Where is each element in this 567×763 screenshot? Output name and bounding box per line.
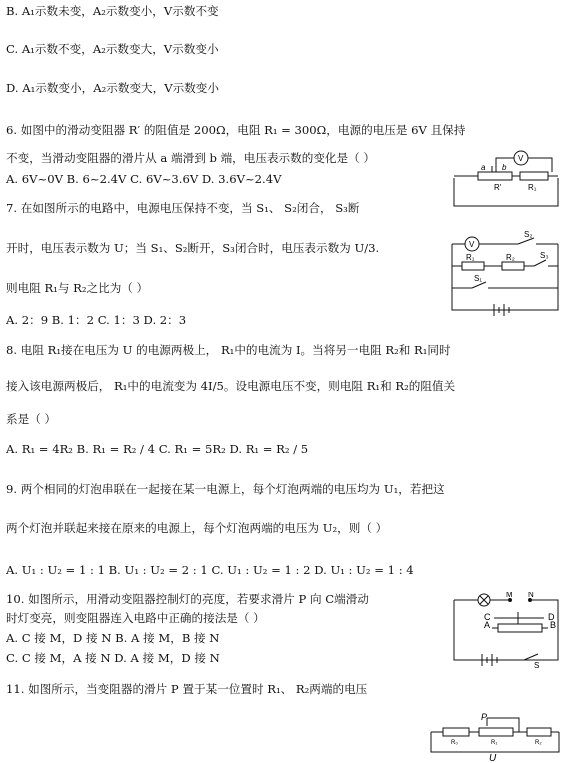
q8-stem-line1: 8. 电阻 R₁接在电压为 U 的电源两极上， R₁中的电流为 I。当将另一电阻 R₂和 R₁同时 xyxy=(6,343,451,357)
q5-option-b: B. A₁示数未变，A₂示数变小，V示数不变 xyxy=(6,4,219,18)
q6-label-r-prime: R' xyxy=(494,183,502,192)
q10-circuit-figure xyxy=(448,592,562,668)
resistor-r1 xyxy=(520,172,548,180)
q6-circuit-figure xyxy=(448,148,562,208)
q7-voltmeter-label: V xyxy=(469,240,475,249)
q9-options: A. U₁ : U₂ = 1 : 1 B. U₁ : U₂ = 2 : 1 C. U₁ : U₂ = 1 : 2 D. U₁ : U₂ = 1 : 4 xyxy=(6,563,414,577)
q10-stem-line2: 时灯变亮，则变阻器连入电路中正确的接法是（ ） xyxy=(6,611,265,625)
q10-option-row1: A. C 接 M，D 接 N B. A 接 M，B 接 N xyxy=(6,631,220,645)
q7-stem-line1: 7. 在如图所示的电路中，电源电压保持不变，当 S₁、 S₂闭合， S₃断 xyxy=(6,201,360,215)
q10-label-s: S xyxy=(534,661,540,668)
q10-label-n: N xyxy=(528,592,534,599)
resistor-r1 xyxy=(479,728,513,736)
resistor-r0 xyxy=(443,728,469,736)
q11-label-r1: R₁ xyxy=(491,740,498,746)
q11-label-u: U xyxy=(489,753,497,762)
q6-stem-line2: 不变，当滑动变阻器的滑片从 a 端滑到 b 端，电压表示数的变化是（ ） xyxy=(6,151,375,165)
q10-option-row2: C. C 接 M，A 接 N D. A 接 M，D 接 N xyxy=(6,651,220,665)
q5-option-d: D. A₁示数变小，A₂示数变大，V示数变小 xyxy=(6,81,219,95)
q9-stem-line2: 两个灯泡并联起来接在原来的电源上，每个灯泡两端的电压为 U₂，则（ ） xyxy=(6,521,388,535)
q7-options: A. 2：9 B. 1：2 C. 1：3 D. 2：3 xyxy=(6,313,187,327)
q10-stem-line1: 10. 如图所示，用滑动变阻器控制灯的亮度，若要求滑片 P 向 C端滑动 xyxy=(6,592,369,606)
q8-stem-line2: 接入该电源两极后， R₁中的电流变为 4I/5。设电源电压不变，则电阻 R₁和 R₂的阻值关 xyxy=(6,379,456,393)
rheostat-r-prime xyxy=(478,172,512,180)
q7-stem-line2: 开时，电压表示数为 U；当 S₁、S₂断开，S₃闭合时，电压表示数为 U/3. xyxy=(6,241,380,255)
q7-label-r2: R₂ xyxy=(506,253,515,262)
rheostat-coil xyxy=(498,624,542,632)
q8-options: A. R₁ = 4R₂ B. R₁ = R₂ / 4 C. R₁ = 5R₂ D. R₁ = R₂ / 5 xyxy=(6,442,309,456)
q11-label-r2: R₂ xyxy=(535,740,542,746)
q10-label-m: M xyxy=(506,592,513,599)
q8-stem-line3: 系是（ ） xyxy=(6,412,57,426)
q11-stem-line1: 11. 如图所示，当变阻器的滑片 P 置于某一位置时 R₁、 R₂两端的电压 xyxy=(6,682,368,696)
q11-label-r0: R₀ xyxy=(451,740,458,746)
q11-label-p: P xyxy=(481,712,488,722)
q7-label-s2: S₂ xyxy=(524,230,533,239)
q6-label-r1: R₁ xyxy=(528,183,537,192)
q7-stem-line3: 则电阻 R₁与 R₂之比为（ ） xyxy=(6,281,149,295)
q10-label-a: A xyxy=(484,620,491,630)
q7-circuit-figure xyxy=(448,226,562,316)
q11-circuit-figure xyxy=(427,710,563,762)
q9-stem-line1: 9. 两个相同的灯泡串联在一起接在某一电源上，每个灯泡两端的电压均为 U₁，若把这 xyxy=(6,482,445,496)
q6-label-a: a xyxy=(481,163,486,172)
q5-option-c: C. A₁示数不变，A₂示数变大，V示数变小 xyxy=(6,42,219,56)
q7-label-s1: S₁ xyxy=(474,274,483,283)
q7-label-r1: R₁ xyxy=(466,253,475,262)
q6-label-b: b xyxy=(502,163,507,172)
q6-options: A. 6V~0V B. 6~2.4V C. 6V~3.6V D. 3.6V~2.4V xyxy=(6,172,282,186)
resistor-r1 xyxy=(462,262,484,270)
q10-label-d: D xyxy=(548,612,555,622)
q10-label-b: B xyxy=(550,620,557,630)
q6-voltmeter-label: V xyxy=(518,154,524,163)
q10-label-c: C xyxy=(484,612,491,622)
resistor-r2 xyxy=(527,728,551,736)
q6-stem-line1: 6. 如图中的滑动变阻器 R′ 的阻值是 200Ω，电阻 R₁ = 300Ω，电源的电压是 6V 且保持 xyxy=(6,123,466,137)
resistor-r2 xyxy=(502,262,524,270)
q7-label-s3: S₃ xyxy=(540,251,549,260)
